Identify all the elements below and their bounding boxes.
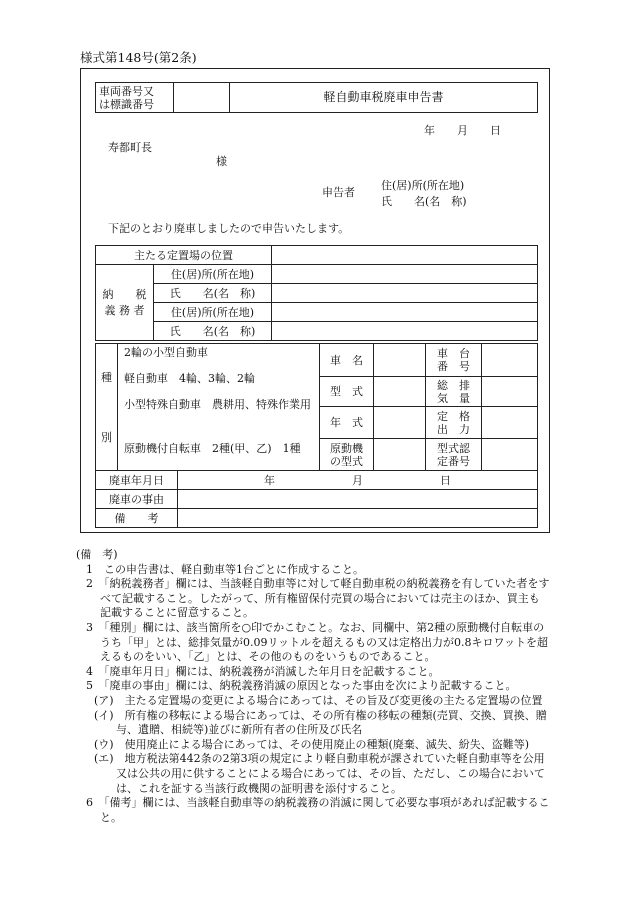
taxpayer-name-field-2[interactable] [272,322,538,341]
disposal-table [95,470,538,528]
taxpayer-name-label-2: 氏 名(名 称) [154,322,272,341]
spec-label-right: 車 台番 号 [426,344,482,377]
spec-label-right: 定 格出 力 [426,407,482,439]
remarks-label: 備 考 [96,509,178,528]
disposal-date-label: 廃車年月日 [96,471,178,490]
taxpayer-name-label-1: 氏 名(名 称) [154,284,272,303]
spec-label-left: 車 名 [320,344,374,377]
type-option[interactable]: 原動機付自転車 2種(甲、乙) 1種 [124,442,301,455]
header-table [95,82,538,113]
addressee-office: 寿都町長 [108,141,152,154]
notes-section [76,548,550,825]
declaration-date[interactable]: 年 月 日 [424,124,501,137]
spec-field-right[interactable] [482,439,538,471]
note-item: 2 「納税義務者」欄には、当該軽自動車等に対して軽自動車税の納税義務を有していた者をすべて記載すること。したがって、所有権留保付売買の場合においては売主のほか、買主も記載することに留意すること。 [86,577,550,620]
declarant-address-label: 住(居)所(所在地) [381,179,465,192]
spec-label-left: 型 式 [320,377,374,407]
spec-field-left[interactable] [374,377,426,407]
taxpayer-address-field-1[interactable] [272,265,538,284]
type-table [95,343,538,471]
addressee-honorific: 様 [216,155,227,168]
vehicle-number-label: 車両番号又 は標識番号 [96,83,174,113]
type-label: 種 別 [96,344,118,471]
spec-field-right[interactable] [482,407,538,439]
note-sub-item: (エ) 地方税法第442条の2第3項の規定により軽自動車税が課されていた軽自動車等を公用又は公共の用に供することによる場合にあっては、その旨、ただし、この場合においては、これを証する当該行政機関の証明書を添付すること。 [94,752,545,795]
type-option[interactable]: 2輪の小型自動車 [124,346,208,359]
spec-field-right[interactable] [482,377,538,407]
spec-label-left: 原動機の型式 [320,439,374,471]
note-item: 3 「種別」欄には、該当箇所を○印でかこむこと。なお、同欄中、第2種の原動機付自転車のうち「甲」とは、総排気量が0.09リットルを超えるもの又は定格出力が0.8キロワットを超えるものをいい、「乙」とは、その他のものをいうものであること。 [86,620,548,664]
disposal-reason-field[interactable] [178,490,538,509]
taxpayer-address-label-1: 住(居)所(所在地) [154,265,272,284]
note-sub-item: (ウ) 使用廃止による場合にあっては、その使用廃止の種類(廃棄、滅失、紛失、盗難等) [94,737,530,751]
note-sub-item: (イ) 所有権の移転による場合にあっては、その所有権の移転の種類(売買、交換、買換、贈与、遺贈、相続等)並びに新所有者の住所及び氏名 [94,708,547,737]
note-sub-item: (ア) 主たる定置場の変更による場合にあっては、その旨及び変更後の主たる定置場の位置 [94,693,543,707]
taxpayer-name-field-1[interactable] [272,284,538,303]
declarant-name-label: 氏 名(名 称) [381,195,467,208]
main-location-label: 主たる定置場の位置 [96,246,272,265]
type-options[interactable] [118,344,320,471]
form-number: 様式第148号(第2条) [80,50,197,65]
main-location-field[interactable] [272,246,538,265]
type-option[interactable]: 小型特殊自動車 農耕用、特殊作業用 [124,398,311,411]
taxpayer-label: 納 税 義 務 者 [96,265,154,341]
taxpayer-address-field-2[interactable] [272,303,538,322]
remarks-field[interactable] [178,509,538,528]
note-item: 6 「備考」欄には、当該軽自動車等の納税義務の消滅に関して必要な事項があれば記載すること。 [86,796,550,824]
spec-field-left[interactable] [374,439,426,471]
taxpayer-table [95,245,538,341]
declaration-statement: 下記のとおり廃車しましたので申告いたします。 [108,222,350,235]
notes-heading: (備 考) [76,548,118,561]
spec-field-left[interactable] [374,407,426,439]
disposal-reason-label: 廃車の事由 [96,490,178,509]
spec-label-left: 年 式 [320,407,374,439]
note-item: 5 「廃車の事由」欄には、納税義務消滅の原因となった事由を次により記載すること。 [86,679,517,693]
spec-field-right[interactable] [482,344,538,377]
disposal-date-field[interactable]: 年 月 日 [178,471,538,490]
taxpayer-address-label-2: 住(居)所(所在地) [154,303,272,322]
note-item: 4 「廃車年月日」欄には、納税義務が消滅した年月日を記載すること。 [86,664,440,678]
form-title: 軽自動車税廃車申告書 [230,83,538,113]
spec-label-right: 型式認定番号 [426,439,482,471]
spec-field-left[interactable] [374,344,426,377]
note-item: 1 この申告書は、軽自動車等1台ごとに作成すること。 [86,562,364,576]
spec-label-right: 総 排気 量 [426,377,482,407]
type-option[interactable]: 軽自動車 4輪、3輪、2輪 [124,372,255,385]
declarant-label: 申告者 [322,186,355,199]
vehicle-number-field[interactable] [174,83,230,113]
